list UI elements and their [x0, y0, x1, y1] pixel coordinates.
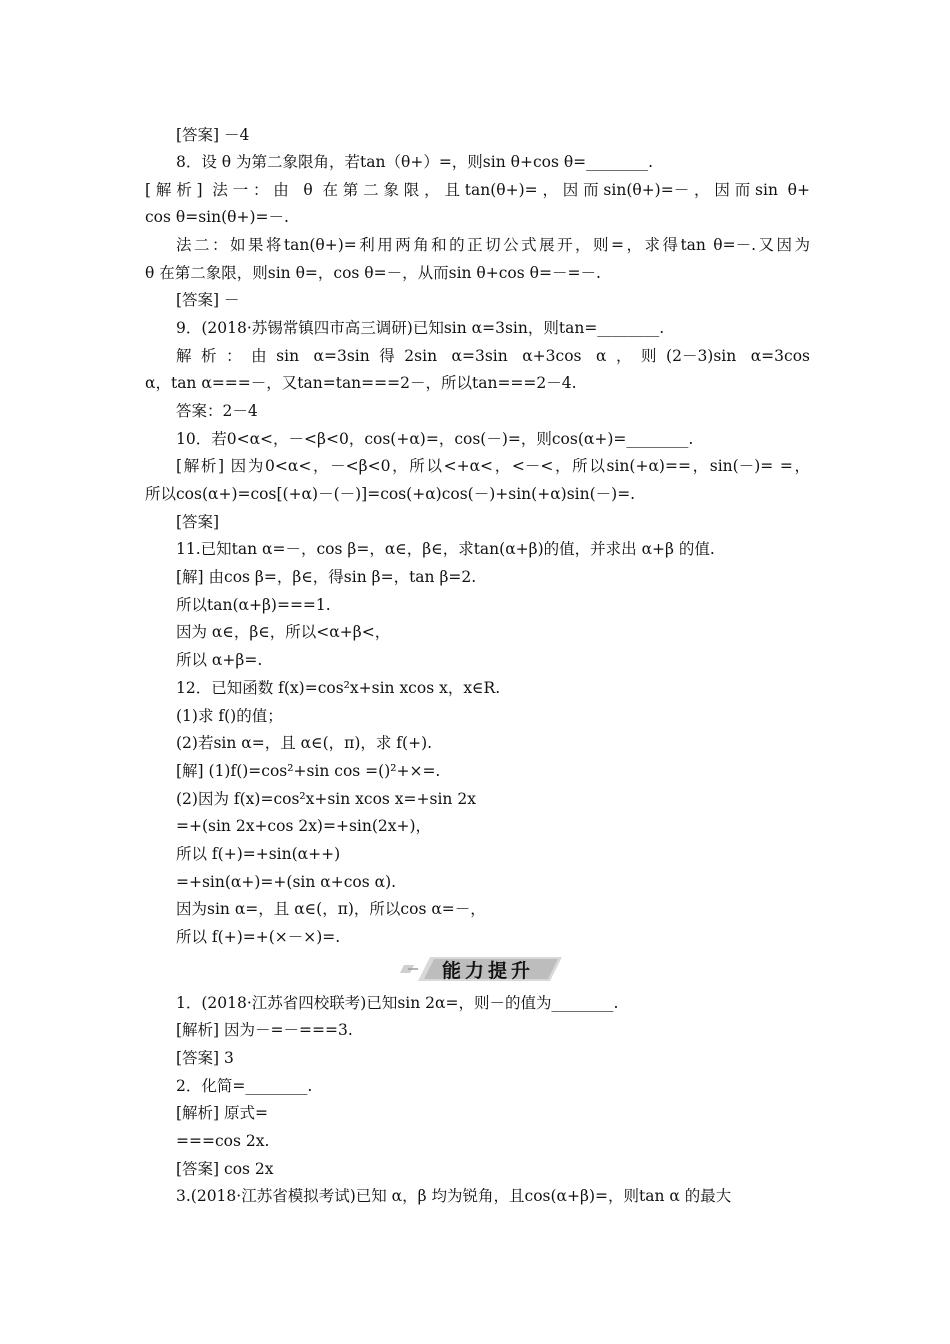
- question-3: 3.(2018·江苏省模拟考试)已知 α，β 均为锐角，且cos(α+β)=，则tan α 的最大: [176, 1187, 732, 1205]
- analysis-line: [解析] 原式=: [176, 1104, 269, 1122]
- solution-line: 所以 f(+)=+(×－×)=.: [176, 928, 341, 946]
- section-banner: [400, 955, 566, 983]
- solution-line: 所以 α+β=.: [176, 651, 263, 669]
- section-title: 能力提升: [442, 960, 535, 982]
- solution-line: =+sin(α+)=+(sin α+cos α).: [176, 873, 397, 891]
- question-1: 1．(2018·江苏省四校联考)已知sin 2α=，则－的值为________.: [176, 994, 619, 1012]
- solution-line: =+(sin 2x+cos 2x)=+sin(2x+)，: [176, 817, 432, 835]
- analysis-line: cos θ=sin(θ+)=－.: [145, 208, 289, 226]
- analysis-line: [解析] 法一：由 θ 在第二象限，且tan(θ+)=，因而sin(θ+)=－，因而sin θ+: [145, 181, 810, 199]
- solution-line: 所以 f(+)=+sin(α++): [176, 845, 341, 863]
- answer-line: [答案] －: [176, 291, 240, 309]
- analysis-line: ===cos 2x.: [176, 1132, 270, 1150]
- answer-line: [答案] cos 2x: [176, 1160, 274, 1178]
- answer-line: 答案：2－4: [176, 402, 258, 420]
- question-11: 11.已知tan α=－，cos β=，α∈，β∈，求tan(α+β)的值，并求出 α+β 的值.: [176, 540, 715, 558]
- question-part: (2)若sin α=，且 α∈(，π)，求 f(+).: [176, 734, 433, 752]
- question-8: 8．设 θ 为第二象限角，若tan（θ+）=，则sin θ+cos θ=________.: [176, 153, 654, 171]
- solution-line: (2)因为 f(x)=cos²x+sin xcos x=+sin 2x: [176, 790, 476, 808]
- analysis-line: θ 在第二象限，则sin θ=，cos θ=－，从而sin θ+cos θ=－=－.: [145, 264, 601, 282]
- question-2: 2．化简=________.: [176, 1077, 313, 1095]
- question-10: 10．若0<α<，－<β<0，cos(+α)=，cos(－)=，则cos(α+)=________.: [176, 430, 694, 448]
- analysis-line: 法二：如果将tan(θ+)=利用两角和的正切公式展开，则=，求得tan θ=－.又因为: [176, 236, 810, 254]
- analysis-line: [解析] 因为0<α<，－<β<0，所以<+α<，<－<，所以sin(+α)==，sin(－)= =，: [176, 457, 810, 475]
- solution-line: 因为 α∈，β∈，所以<α+β<，: [176, 623, 391, 641]
- solution-line: 所以tan(α+β)===1.: [176, 596, 331, 614]
- analysis-line: 所以cos(α+)=cos[(+α)－(－)]=cos(+α)cos(－)+sin(+α)sin(－)=.: [145, 485, 636, 503]
- analysis-line: [解析] 因为－=－===3.: [176, 1021, 353, 1039]
- analysis-line: 解析：由sin α=3sin得2sin α=3sin α+3cos α，则(2－3)sin α=3cos: [176, 347, 810, 365]
- question-9: 9．(2018·苏锡常镇四市高三调研)已知sin α=3sin，则tan=________.: [176, 319, 665, 337]
- question-part: (1)求 f()的值；: [176, 707, 283, 725]
- solution-line: 因为sin α=，且 α∈(，π)，所以cos α=－，: [176, 900, 486, 918]
- solution-line: [解] 由cos β=，β∈，得sin β=，tan β=2.: [176, 568, 477, 586]
- analysis-line: α，tan α===－，又tan=tan===2－，所以tan===2－4.: [145, 374, 577, 392]
- question-12: 12．已知函数 f(x)=cos²x+sin xcos x，x∈R.: [176, 679, 501, 697]
- solution-line: [解] (1)f()=cos²+sin cos =()²+×=.: [176, 762, 441, 780]
- answer-line: [答案] 3: [176, 1049, 234, 1067]
- answer-line: [答案]: [176, 513, 220, 531]
- answer-line: [答案] －4: [176, 126, 250, 144]
